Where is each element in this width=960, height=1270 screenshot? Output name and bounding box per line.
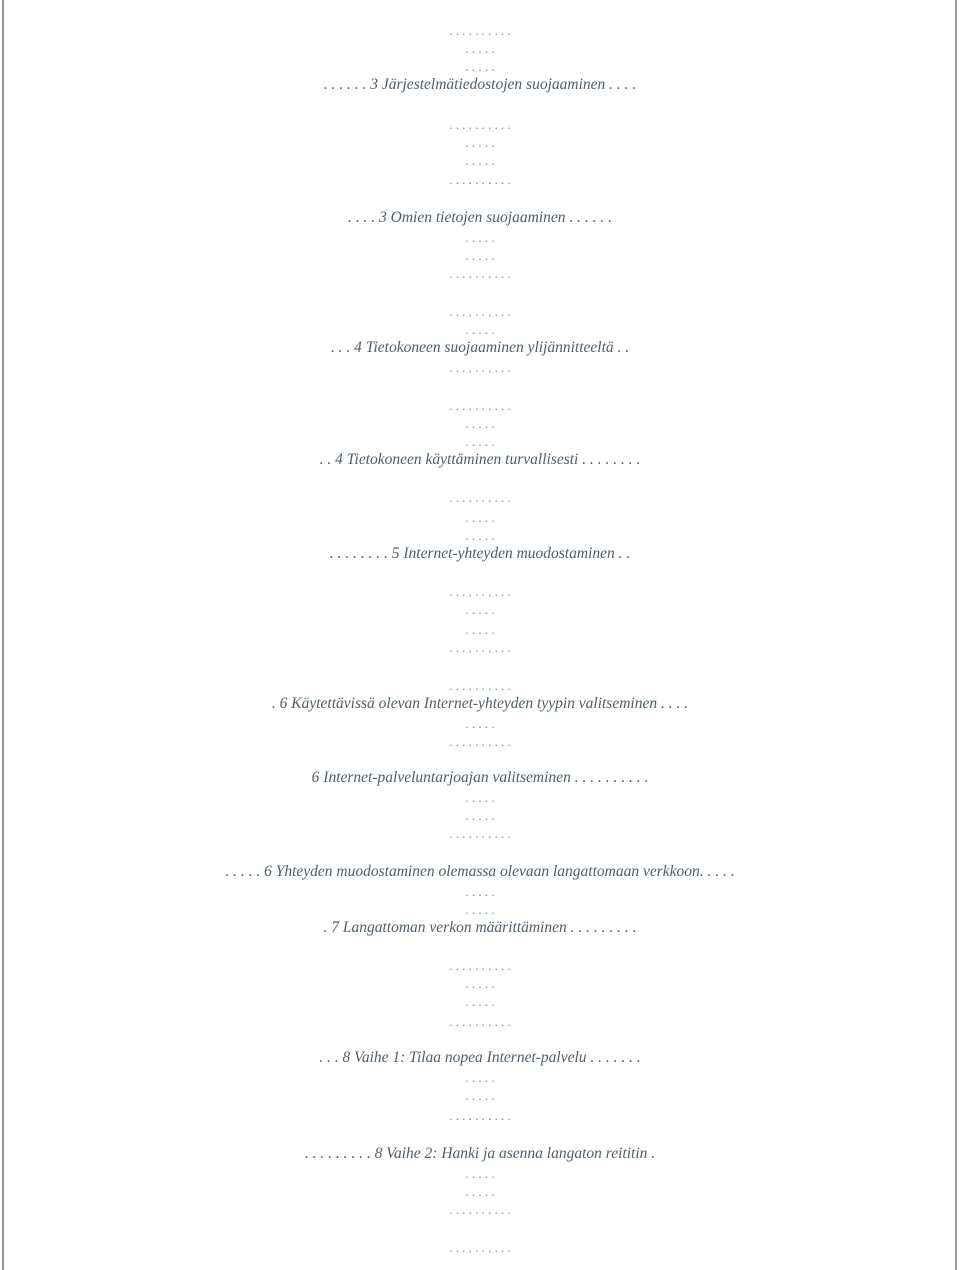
dot-leader: . . . . . . . . . . [449, 678, 511, 693]
dot-leader: . . . . . . . . . . [449, 304, 511, 319]
dot-leader: . . . . . . . . . . [449, 958, 511, 973]
dot-leader: . . . . . [465, 1088, 495, 1103]
dot-leader: . . . . . [465, 510, 495, 525]
dot-leader: . . . . . [465, 976, 495, 991]
dot-leader: . . . . . [465, 528, 495, 543]
dot-leader: . . . . . . . . . . [449, 172, 511, 187]
toc-entry: . . . . . . 3 Järjestelmätiedostojen suojaaminen . . . . [323, 76, 637, 93]
dot-leader: . . . . . . . . . . [449, 826, 511, 841]
dot-leader: . . . . . . . . . . [449, 117, 511, 132]
dot-leader: . . . . . [465, 59, 495, 74]
toc-entry: . 7 Langattoman verkon määrittäminen . . . . . . . . . [323, 919, 637, 936]
dot-leader: . . . . . . . . . . [449, 640, 511, 655]
dot-leader: . . . . . [465, 248, 495, 263]
toc-entry: . 6 Käytettävissä olevan Internet-yhteyden tyypin valitseminen . . . . [271, 695, 689, 712]
toc-entry: . . . 4 Tietokoneen suojaaminen ylijännitteeltä . . [330, 339, 630, 356]
dot-leader: . . . . . . . . . . [449, 360, 511, 375]
dot-leader: . . . . . [465, 434, 495, 449]
dot-leader: . . . . . . . . . . [449, 1014, 511, 1029]
dot-leader: . . . . . [465, 1184, 495, 1199]
dot-leader: . . . . . [465, 153, 495, 168]
dot-leader: . . . . . [465, 808, 495, 823]
dot-leader: . . . . . . . . . . [449, 490, 511, 505]
dot-leader: . . . . . . . . . . [449, 1202, 511, 1217]
dot-leader: . . . . . [465, 716, 495, 731]
dot-leader: . . . . . . . . . . [449, 398, 511, 413]
toc-entry: . . . 8 Vaihe 1: Tilaa nopea Internet-palvelu . . . . . . . [319, 1049, 641, 1066]
dot-leader: . . . . . [465, 884, 495, 899]
toc-entry: 6 Internet-palveluntarjoajan valitseminen . . . . . . . . . . [311, 769, 649, 786]
dot-leader: . . . . . . . . . . [449, 266, 511, 281]
dot-leader: . . . . . [465, 135, 495, 150]
dot-leader: . . . . . [465, 230, 495, 245]
toc-entry: . . . . . 6 Yhteyden muodostaminen olemassa olevaan langattomaan verkkoon. . . . . [225, 863, 735, 880]
dot-leader: . . . . . [465, 322, 495, 337]
toc-entry: . . . . 3 Omien tietojen suojaaminen . . . . . . [348, 209, 612, 226]
dot-leader: . . . . . [465, 602, 495, 617]
dot-leader: . . . . . [465, 994, 495, 1009]
dot-leader: . . . . . [465, 1166, 495, 1181]
dot-leader: . . . . . [465, 902, 495, 917]
dot-leader: . . . . . . . . . . [449, 584, 511, 599]
dot-leader: . . . . . . . . . . [449, 734, 511, 749]
dot-leader: . . . . . [465, 622, 495, 637]
dot-leader: . . . . . . . . . . [449, 1108, 511, 1123]
dot-leader: . . . . . [465, 41, 495, 56]
toc-entry: . . 4 Tietokoneen käyttäminen turvallisesti . . . . . . . . [319, 451, 641, 468]
dot-leader: . . . . . [465, 1070, 495, 1085]
toc-entry: . . . . . . . . . 8 Vaihe 2: Hanki ja asenna langaton reititin . [304, 1145, 656, 1162]
dot-leader: . . . . . . . . . . [449, 1240, 511, 1255]
toc-entry: . . . . . . . . 5 Internet-yhteyden muodostaminen . . [329, 545, 631, 562]
dot-leader: . . . . . [465, 416, 495, 431]
dot-leader: . . . . . . . . . . [449, 23, 511, 38]
dot-leader: . . . . . [465, 790, 495, 805]
